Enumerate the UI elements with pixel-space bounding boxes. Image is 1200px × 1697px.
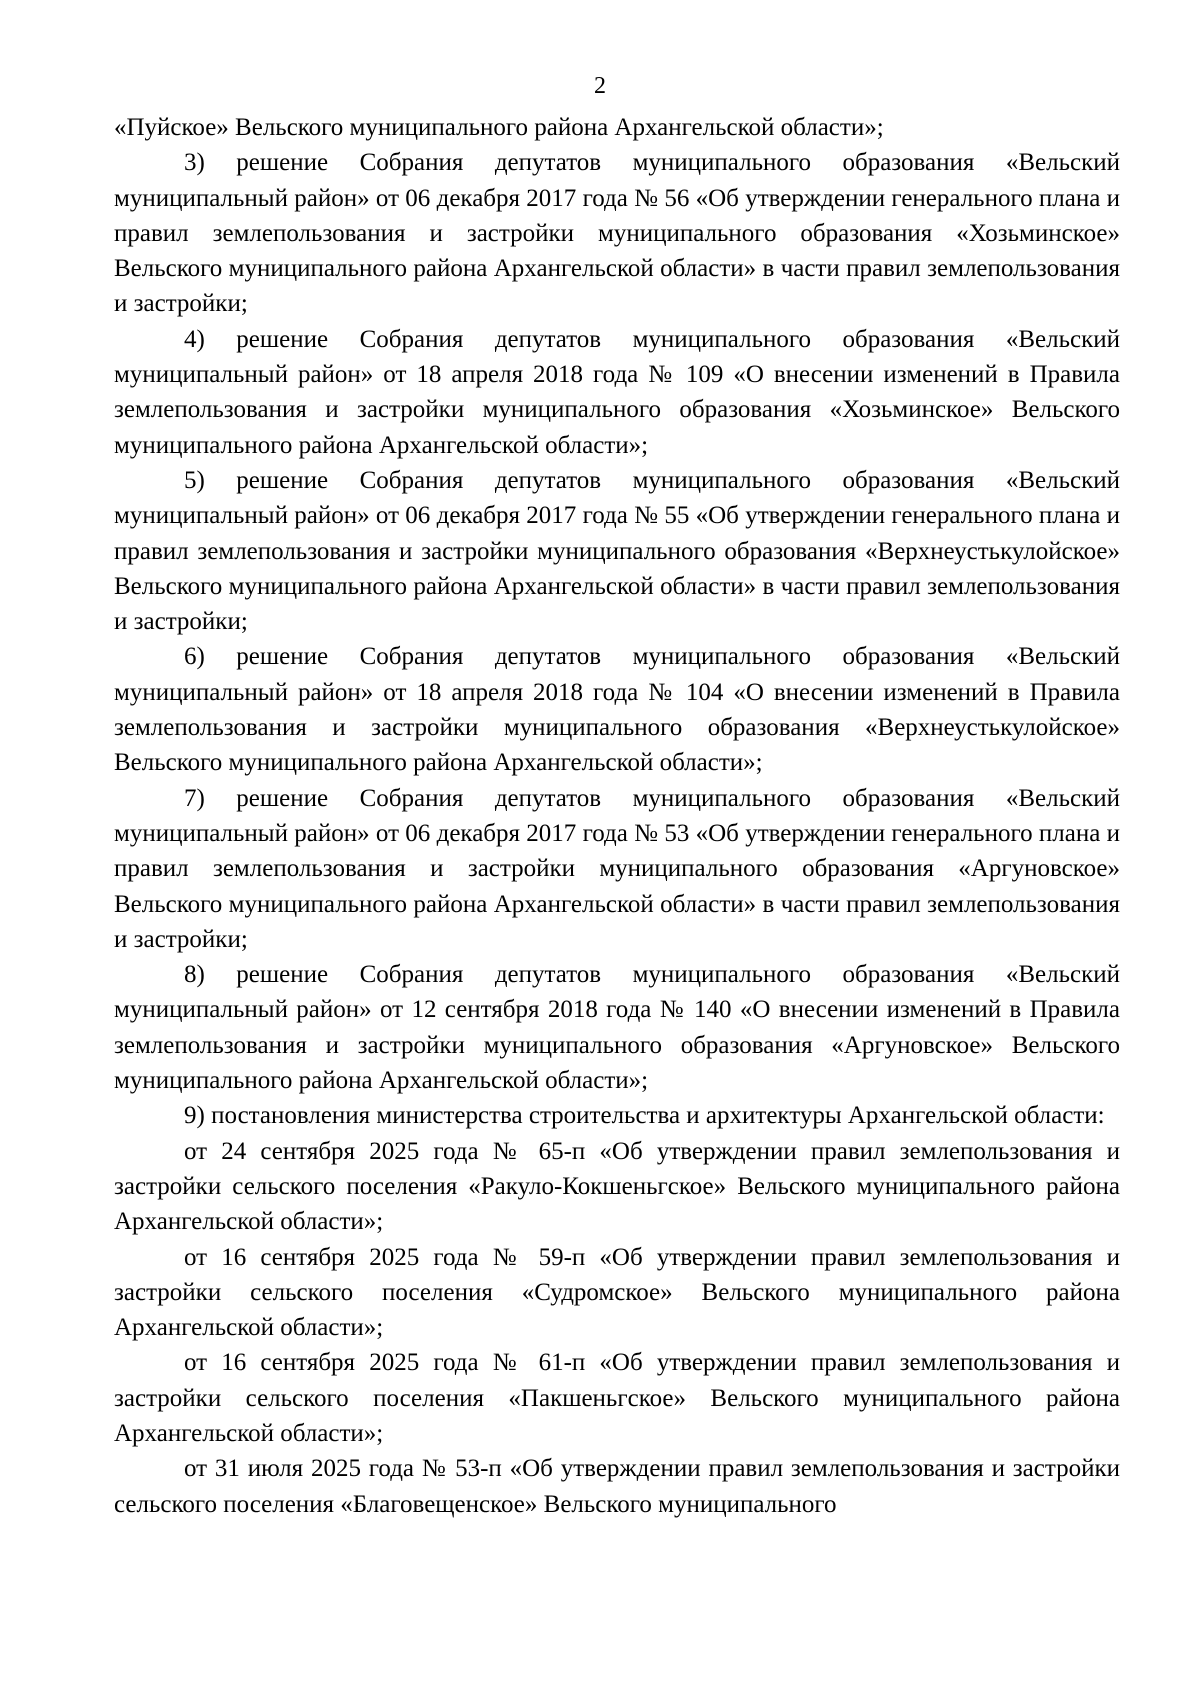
paragraph-resolution-59p: от 16 сентября 2025 года № 59-п «Об утверждении правил землепользования и застройки сельского поселения «Судромское» Вельского муниципального района Архангельской области»; xyxy=(114,1243,1120,1342)
paragraph-item-8: 8) решение Собрания депутатов муниципального образования «Вельский муниципальный район» от 12 сентября 2018 года № 140 «О внесении изменений в Правила землепользования и застройки муниципального образования «Аргуновское» Вельского муниципального района Архангельской области»; xyxy=(114,961,1120,1095)
paragraph-item-5: 5) решение Собрания депутатов муниципального образования «Вельский муниципальный район» от 06 декабря 2017 года № 55 «Об утверждении генерального плана и правил землепользования и застройки муниципального образования «Верхнеустькулойское» Вельского муниципального района Архангельской области» в части правил землепользования и застройки; xyxy=(114,466,1120,636)
paragraph-item-3: 3) решение Собрания депутатов муниципального образования «Вельский муниципальный район» от 06 декабря 2017 года № 56 «Об утверждении генерального плана и правил землепользования и застройки муниципального образования «Хозьминское» Вельского муниципального района Архангельской области» в части правил землепользования и застройки; xyxy=(114,149,1120,318)
paragraph-item-6: 6) решение Собрания депутатов муниципального образования «Вельский муниципальный район» от 18 апреля 2018 года № 104 «О внесении изменений в Правила землепользования и застройки муниципального образования «Верхнеустькулойское» Вельского муниципального района Архангельской области»; xyxy=(114,643,1120,777)
paragraph-item-9: 9) постановления министерства строительства и архитектуры Архангельской области: xyxy=(184,1102,1105,1130)
document-body xyxy=(114,110,1120,1522)
paragraph-item-7: 7) решение Собрания депутатов муниципального образования «Вельский муниципальный район» от 06 декабря 2017 года № 53 «Об утверждении генерального плана и правил землепользования и застройки муниципального образования «Аргуновское» Вельского муниципального района Архангельской области» в части правил землепользования и застройки; xyxy=(114,784,1120,953)
page-number: 2 xyxy=(594,73,606,99)
paragraph-item-4: 4) решение Собрания депутатов муниципального образования «Вельский муниципальный район» от 18 апреля 2018 года № 109 «О внесении изменений в Правила землепользования и застройки муниципального образования «Хозьминское» Вельского муниципального района Архангельской области»; xyxy=(114,325,1120,459)
paragraph-resolution-61p: от 16 сентября 2025 года № 61-п «Об утверждении правил землепользования и застройки сельского поселения «Пакшеньгское» Вельского муниципального района Архангельской области»; xyxy=(114,1349,1120,1447)
paragraph-resolution-65p: от 24 сентября 2025 года № 65-п «Об утверждении правил землепользования и застройки сельского поселения «Ракуло-Кокшеньгское» Вельского муниципального района Архангельской области»; xyxy=(114,1137,1120,1236)
paragraph-resolution-53p: от 31 июля 2025 года № 53-п «Об утверждении правил землепользования и застройки сельского поселения «Благовещенское» Вельского муниципального xyxy=(114,1455,1120,1518)
paragraph-continuation: «Пуйское» Вельского муниципального района Архангельской области»; xyxy=(114,114,884,141)
